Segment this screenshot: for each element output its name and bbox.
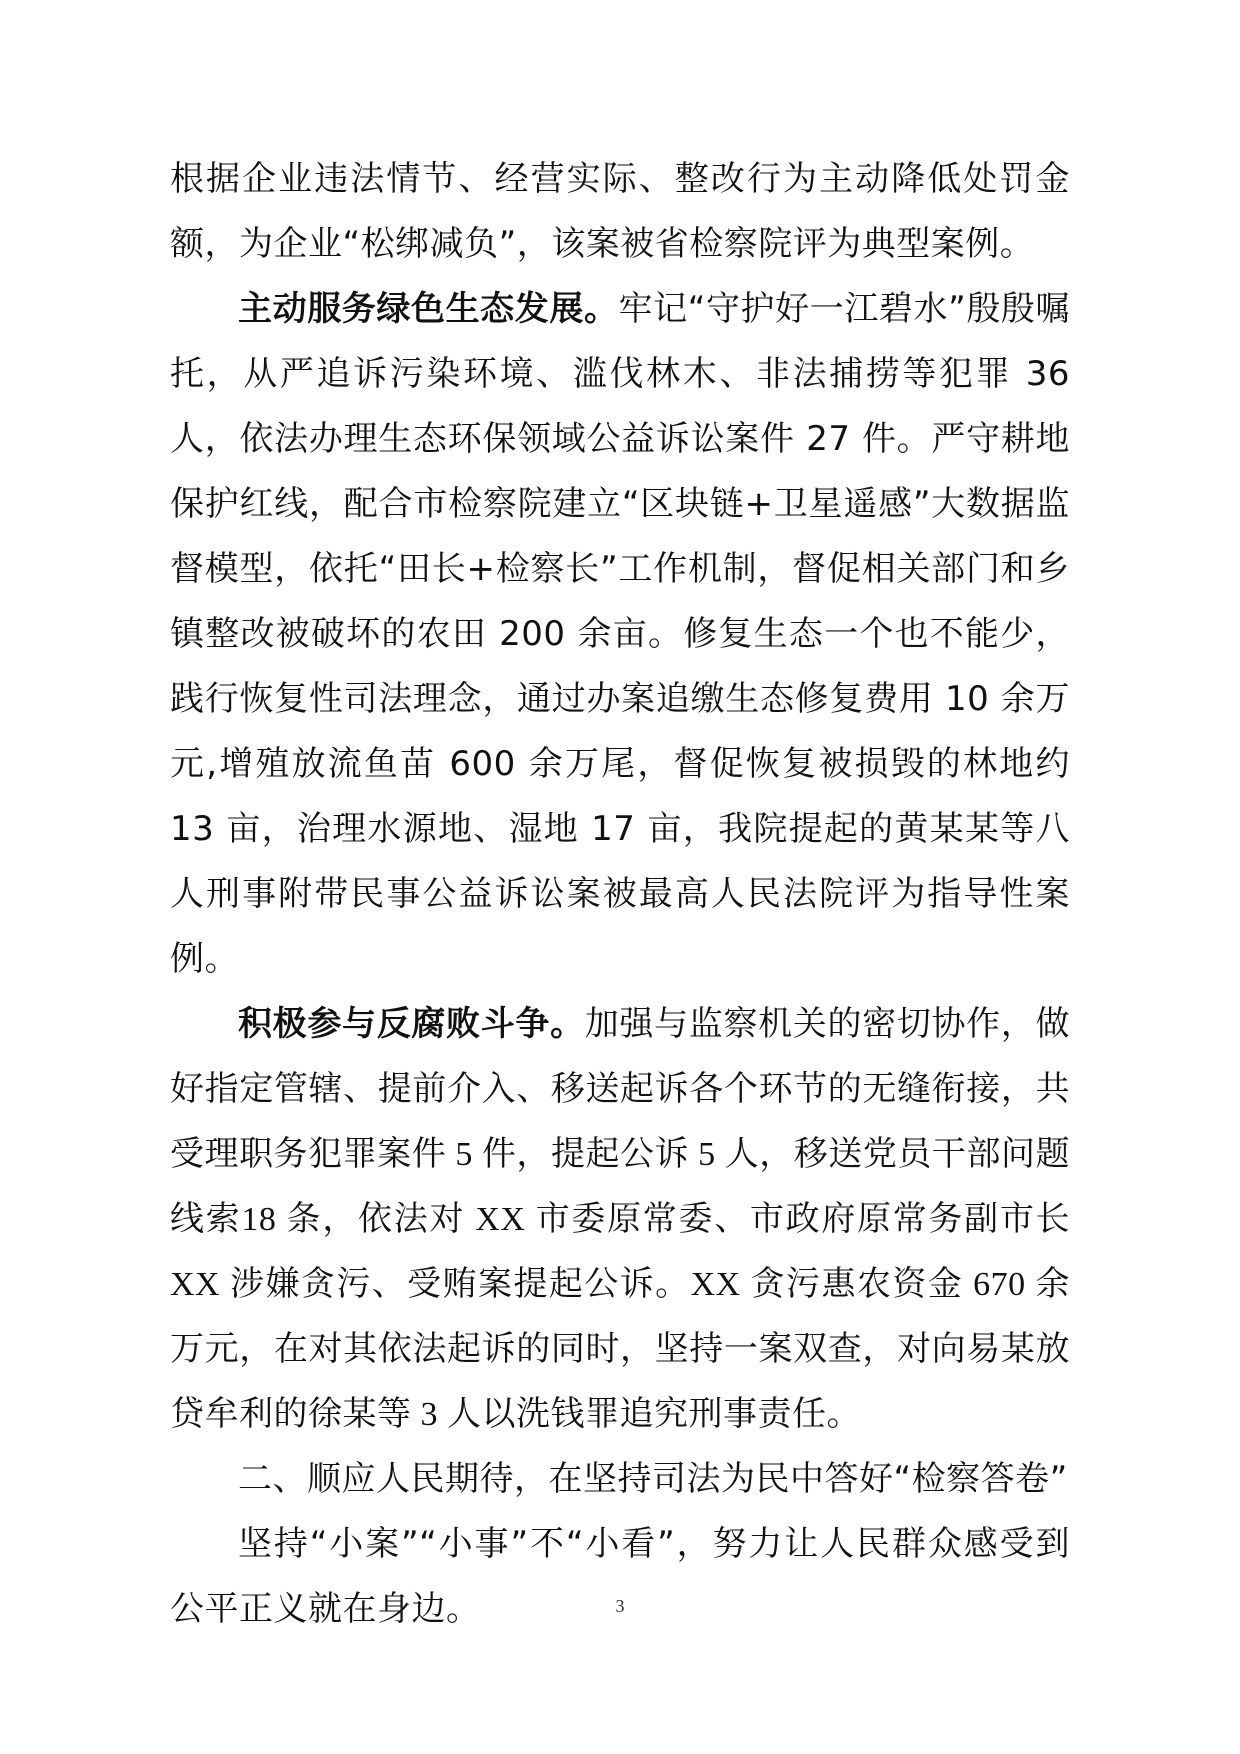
inline-number: XX — [465, 1201, 536, 1238]
paragraph-lead-heading: 主动服务绿色生态发展。 — [238, 289, 619, 329]
paragraph-text: 加强与监察机关的密切协作，做好指定管辖、提前介入、移送起诉各个环节的无缝衔接，共受理职务犯罪案件 — [170, 1004, 1071, 1174]
paragraph-text: 人以洗钱罪追究刑事责任。 — [447, 1394, 861, 1434]
inline-number: 5 — [689, 1136, 725, 1173]
paragraph-section-intro — [170, 1512, 1070, 1642]
inline-number: XX — [690, 1266, 751, 1303]
paragraph-text: 牢记“守护好一江碧水”殷殷嘱托，从严追诉污染环境、滥伐林木、非法捕捞等犯罪 36 人，依法办理生态环保领域公益诉讼案件 27 件。严守耕地保护红线，配合市检察院建立“区块链+卫星遥感”大数据监督模型，依托“田长+检察长”工作机制，督促相关部门和乡镇整改被破坏的农田 200 余亩。修复生态一个也不能少，践行恢复性司法理念，通过办案追缴生态修复费用 10 余万元,增殖放流鱼苗 600 余万尾，督促恢复被损毁的林地约 13 亩，治理水源地、湿地 17 亩，我院提起的黄某某等八人刑事附带民事公益诉讼案被最高人民法院评为指导性案例。 — [170, 289, 1071, 979]
inline-number: 3 — [411, 1396, 447, 1433]
document-body — [170, 147, 1070, 1642]
paragraph-text: 市委原常委、市政府原常务副市长 — [535, 1199, 1071, 1239]
inline-number: 670 — [963, 1266, 1036, 1303]
section-heading-2 — [170, 1447, 1070, 1512]
inline-number: 18 — [241, 1201, 287, 1238]
inline-number: 5 — [446, 1136, 482, 1173]
paragraph-text: 根据企业违法情节、经营实际、整改行为主动降低处罚金额，为企业“松绑减负”，该案被省检察院评为典型案例。 — [170, 159, 1070, 264]
paragraph-anti-corruption — [170, 992, 1070, 1447]
paragraph-text: 贪污惠农资金 — [750, 1264, 964, 1304]
paragraph-continued — [170, 147, 1070, 277]
paragraph-text: 人，移送党员干部问题线索 — [170, 1134, 1071, 1239]
paragraph-text: 件，提起公诉 — [481, 1134, 690, 1174]
paragraph-lead-heading: 积极参与反腐败斗争。 — [238, 1004, 585, 1044]
section-heading-text: 二、顺应人民期待，在坚持司法为民中答好“检察答卷” — [238, 1459, 1068, 1499]
paragraph-text: 余万元，在对其依法起诉的同时，坚持一案双查，对向易某放贷牟利的徐某等 — [170, 1264, 1071, 1434]
paragraph-green-ecology — [170, 277, 1070, 992]
paragraph-text: 坚持“小案”“小事”不“小看”，努力让人民群众感受到公平正义就在身边。 — [170, 1524, 1070, 1629]
page-number: 3 — [615, 1596, 625, 1616]
inline-number: XX — [170, 1266, 231, 1303]
paragraph-text: 条，依法对 — [286, 1199, 466, 1239]
paragraph-text: 涉嫌贪污、受贿案提起公诉。 — [230, 1264, 691, 1304]
